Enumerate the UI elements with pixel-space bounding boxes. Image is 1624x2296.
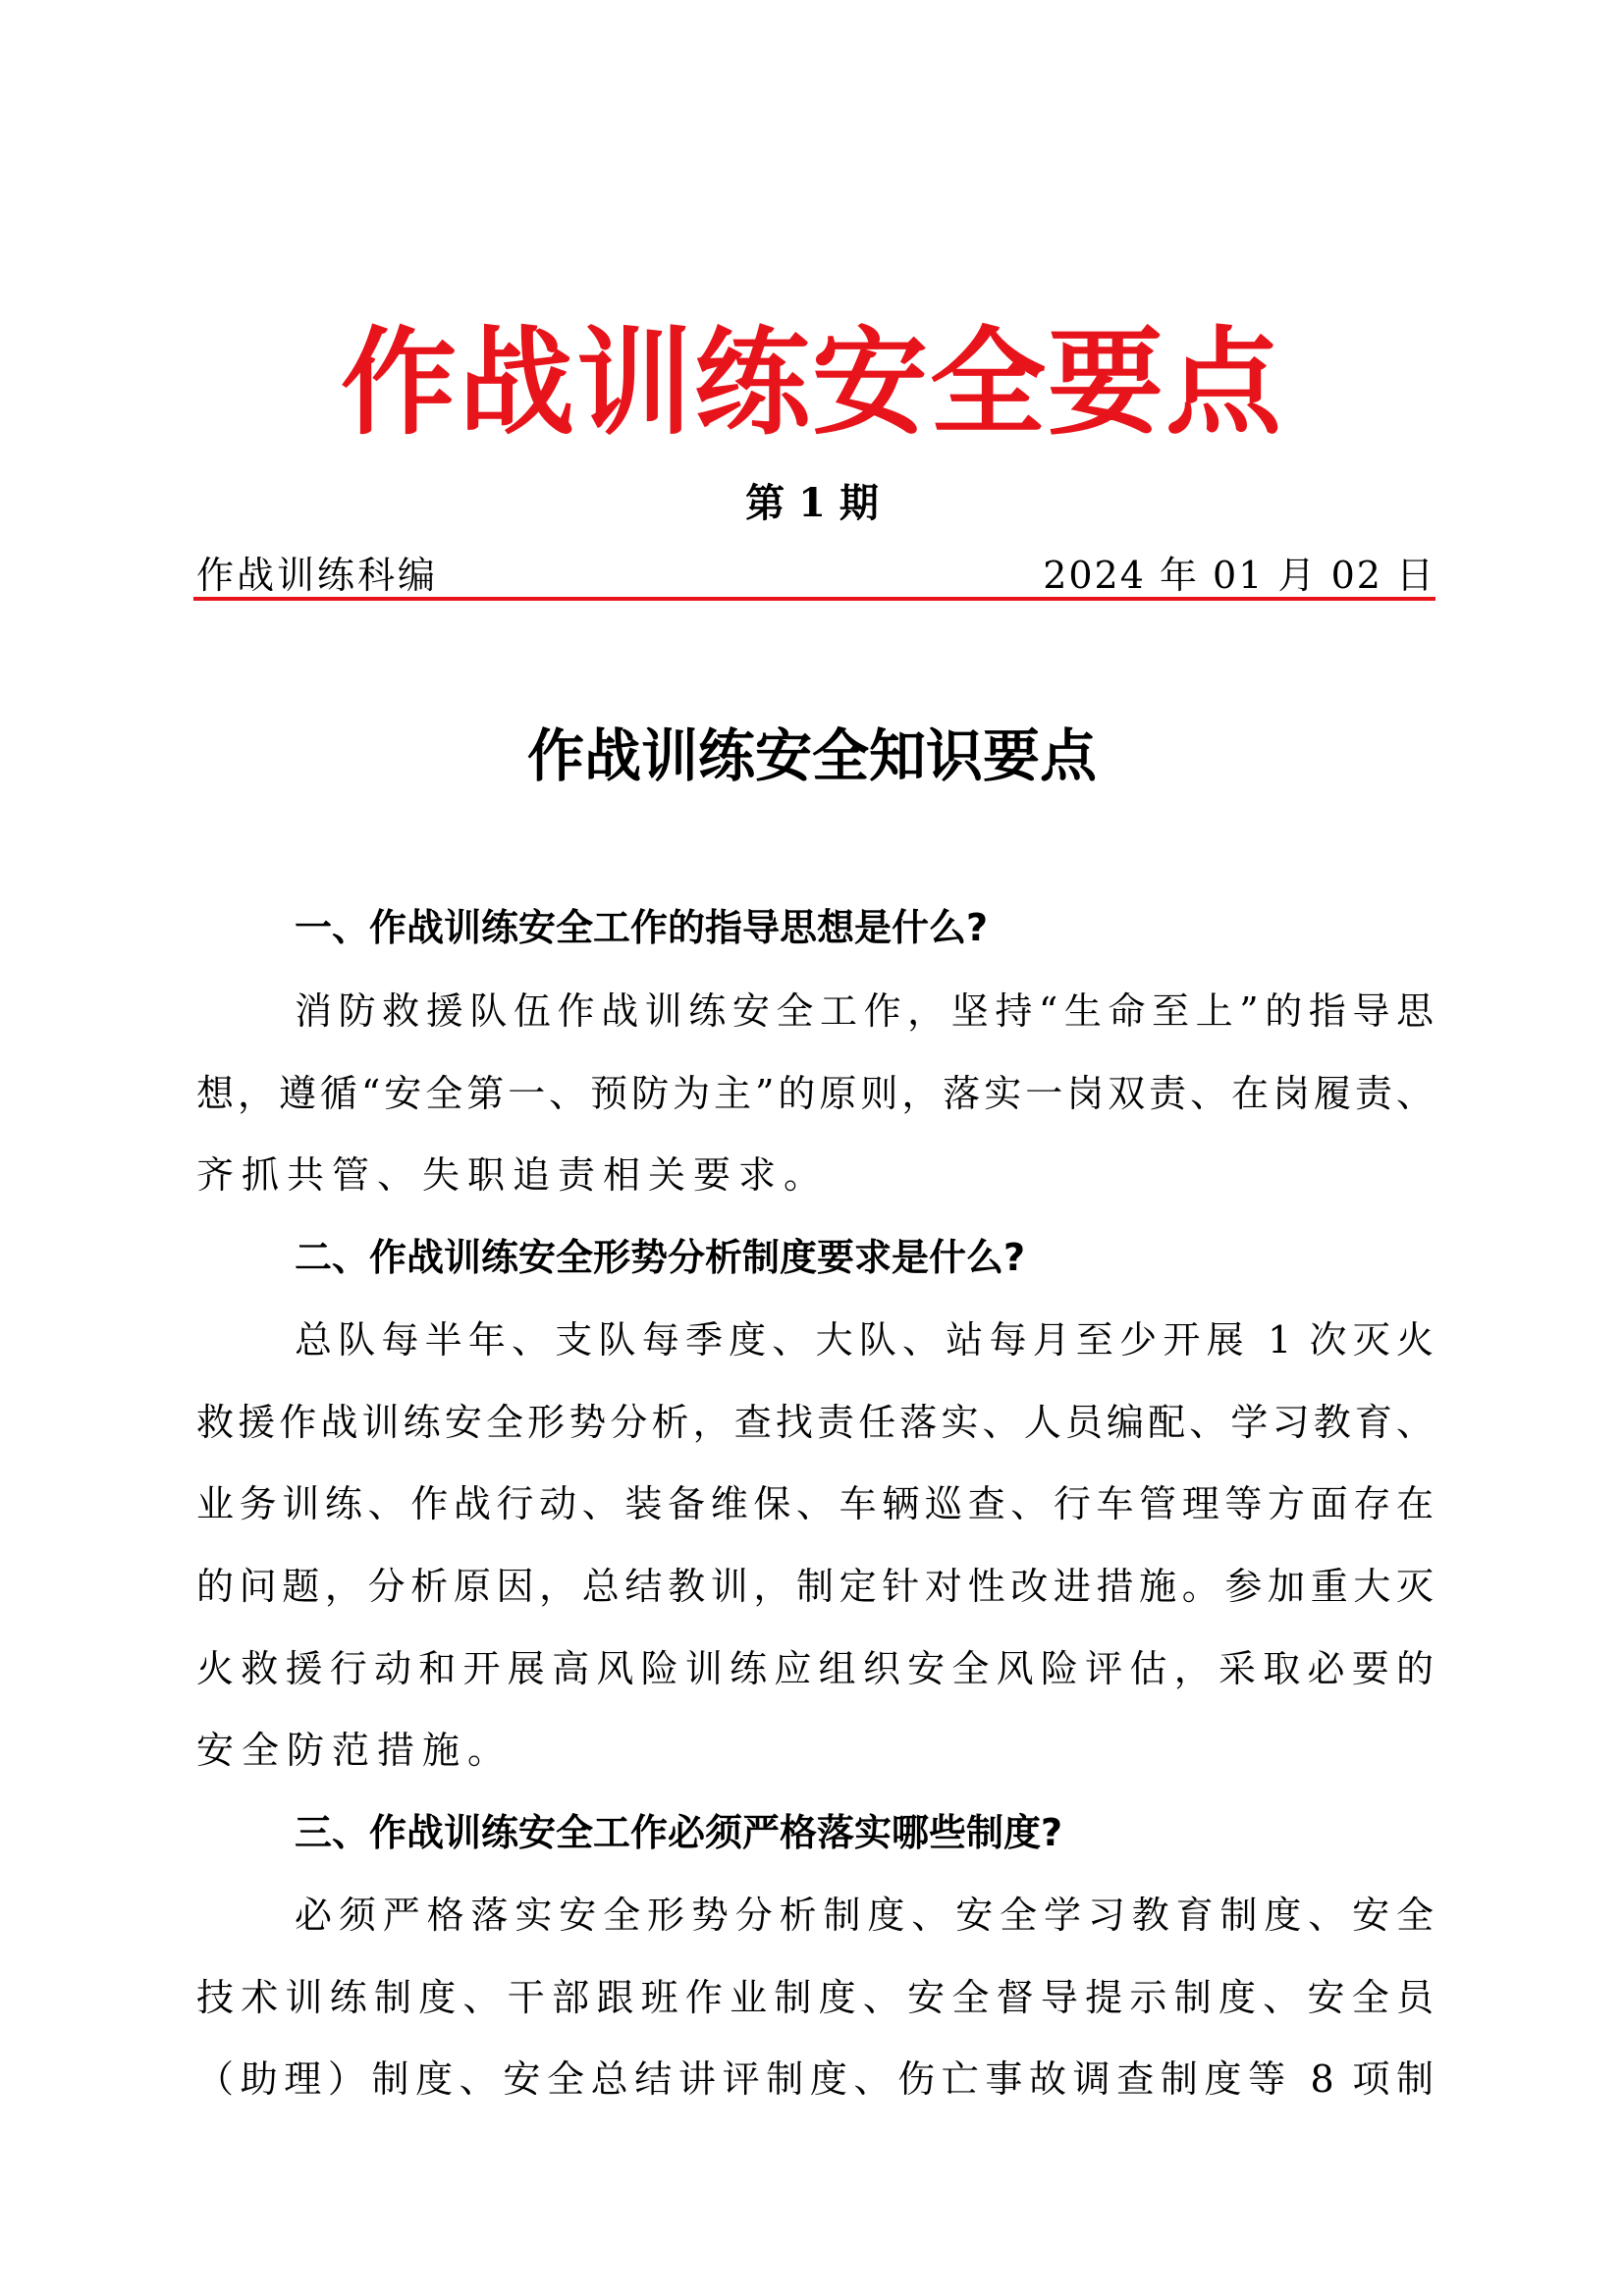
paragraph-line: 救援作战训练安全形势分析，查找责任落实、人员编配、学习教育、 [196, 1401, 1434, 1444]
issue-number: 第 1 期 [745, 480, 879, 526]
paragraph-line: 必须严格落实安全形势分析制度、安全学习教育制度、安全 [295, 1894, 1434, 1937]
paragraph-line: 火救援行动和开展高风险训练应组织安全风险评估，采取必要的 [196, 1647, 1434, 1690]
issue-date: 2024 年 01 月 02 日 [1043, 554, 1435, 597]
red-divider [193, 597, 1435, 601]
paragraph-line: 齐抓共管、失职追责相关要求。 [196, 1153, 830, 1197]
editor-label: 作战训练科编 [196, 554, 439, 597]
paragraph-line: 总队每半年、支队每季度、大队、站每月至少开展 1 次灭火 [295, 1318, 1434, 1362]
section-heading: 二、作战训练安全形势分析制度要求是什么? [295, 1236, 1026, 1279]
paragraph-line: （助理）制度、安全总结讲评制度、伤亡事故调查制度等 8 项制 [196, 2057, 1434, 2101]
section-heading: 一、作战训练安全工作的指导思想是什么? [295, 906, 989, 949]
masthead-title: 作战训练安全要点 [340, 314, 1283, 451]
paragraph-line: 技术训练制度、干部跟班作业制度、安全督导提示制度、安全员 [196, 1976, 1434, 2019]
paragraph-line: 业务训练、作战行动、装备维保、车辆巡查、行车管理等方面存在 [196, 1482, 1434, 1525]
paragraph-line: 想，遵循“安全第一、预防为主”的原则，落实一岗双责、在岗履责、 [196, 1072, 1434, 1115]
document-title: 作战训练安全知识要点 [526, 722, 1097, 789]
paragraph-line: 安全防范措施。 [196, 1729, 514, 1772]
section-heading: 三、作战训练安全工作必须严格落实哪些制度? [295, 1811, 1063, 1854]
paragraph-line: 的问题，分析原因，总结教训，制定针对性改进措施。参加重大灭 [196, 1565, 1434, 1608]
paragraph-line: 消防救援队伍作战训练安全工作，坚持“生命至上”的指导思 [295, 989, 1434, 1033]
